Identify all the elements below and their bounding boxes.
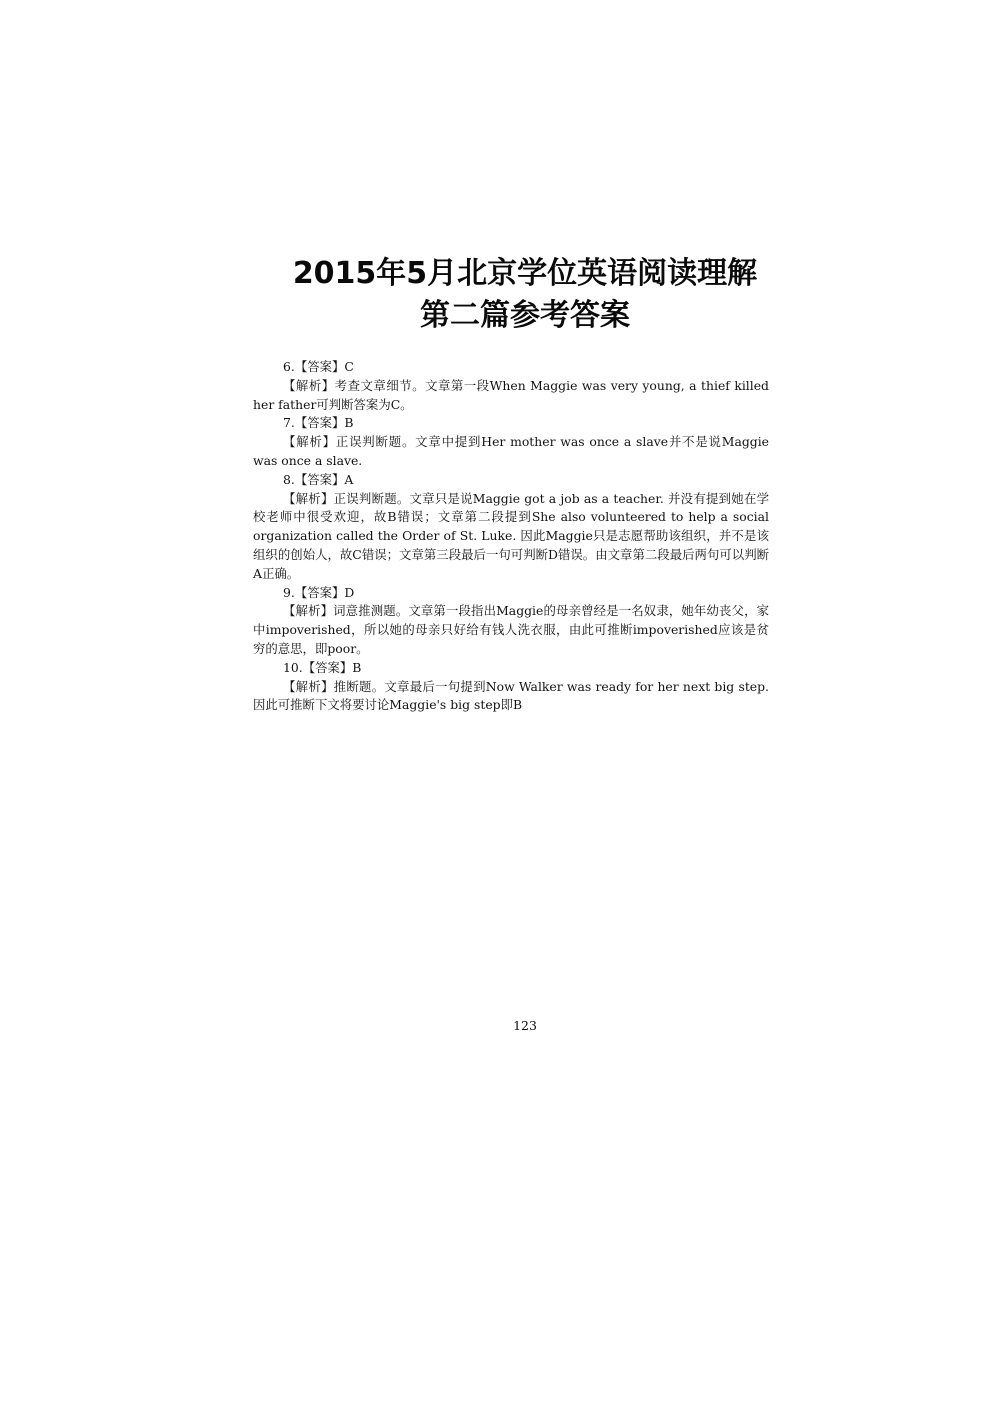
answer-analysis: 【解析】正误判断题。文章中提到Her mother was once a slave并不是说Maggie was once a slave. xyxy=(253,434,769,468)
page-title: 2015年5月北京学位英语阅读理解 xyxy=(292,256,758,291)
answer-analysis: 【解析】正误判断题。文章只是说Maggie got a job as a teacher. 并没有提到她在学校老师中很受欢迎，故B错误；文章第二段提到She also volunteered to help a social organization called the Order of St. Luke. 因此Maggie只是志愿帮助该组织，并不是该组织的创始人，故C错误；文章第三段最后一句可判断D错误。由文章第二段最后两句可以判断A正确。 xyxy=(253,490,769,581)
answer-heading: 6.【答案】C xyxy=(283,359,354,374)
answer-item-6 xyxy=(253,358,769,414)
answer-heading: 10.【答案】B xyxy=(283,659,362,675)
answer-heading: 8.【答案】A xyxy=(283,471,354,487)
answer-item-7 xyxy=(253,414,769,470)
page-number: 123 xyxy=(513,1018,537,1033)
answer-analysis: 【解析】词意推测题。文章第一段指出Maggie的母亲曾经是一名奴隶，她年幼丧父，家中impoverished，所以她的母亲只好给有钱人洗衣服，由此可推断impoverished应该是贫穷的意思，即poor。 xyxy=(253,603,769,656)
answer-list xyxy=(253,358,769,715)
page-subtitle: 第二篇参考答案 xyxy=(420,298,630,333)
answer-analysis: 【解析】推断题。文章最后一句提到Now Walker was ready for her next big step. 因此可推断下文将要讨论Maggie's big step即B xyxy=(253,678,769,713)
answer-analysis: 【解析】考查文章细节。文章第一段When Maggie was very young, a thief killed her father可判断答案为C。 xyxy=(253,377,769,412)
answer-heading: 9.【答案】D xyxy=(283,584,355,600)
answer-item-9 xyxy=(253,584,769,659)
answer-item-8 xyxy=(253,471,769,584)
answer-heading: 7.【答案】B xyxy=(283,415,354,431)
answer-item-10 xyxy=(253,659,769,715)
